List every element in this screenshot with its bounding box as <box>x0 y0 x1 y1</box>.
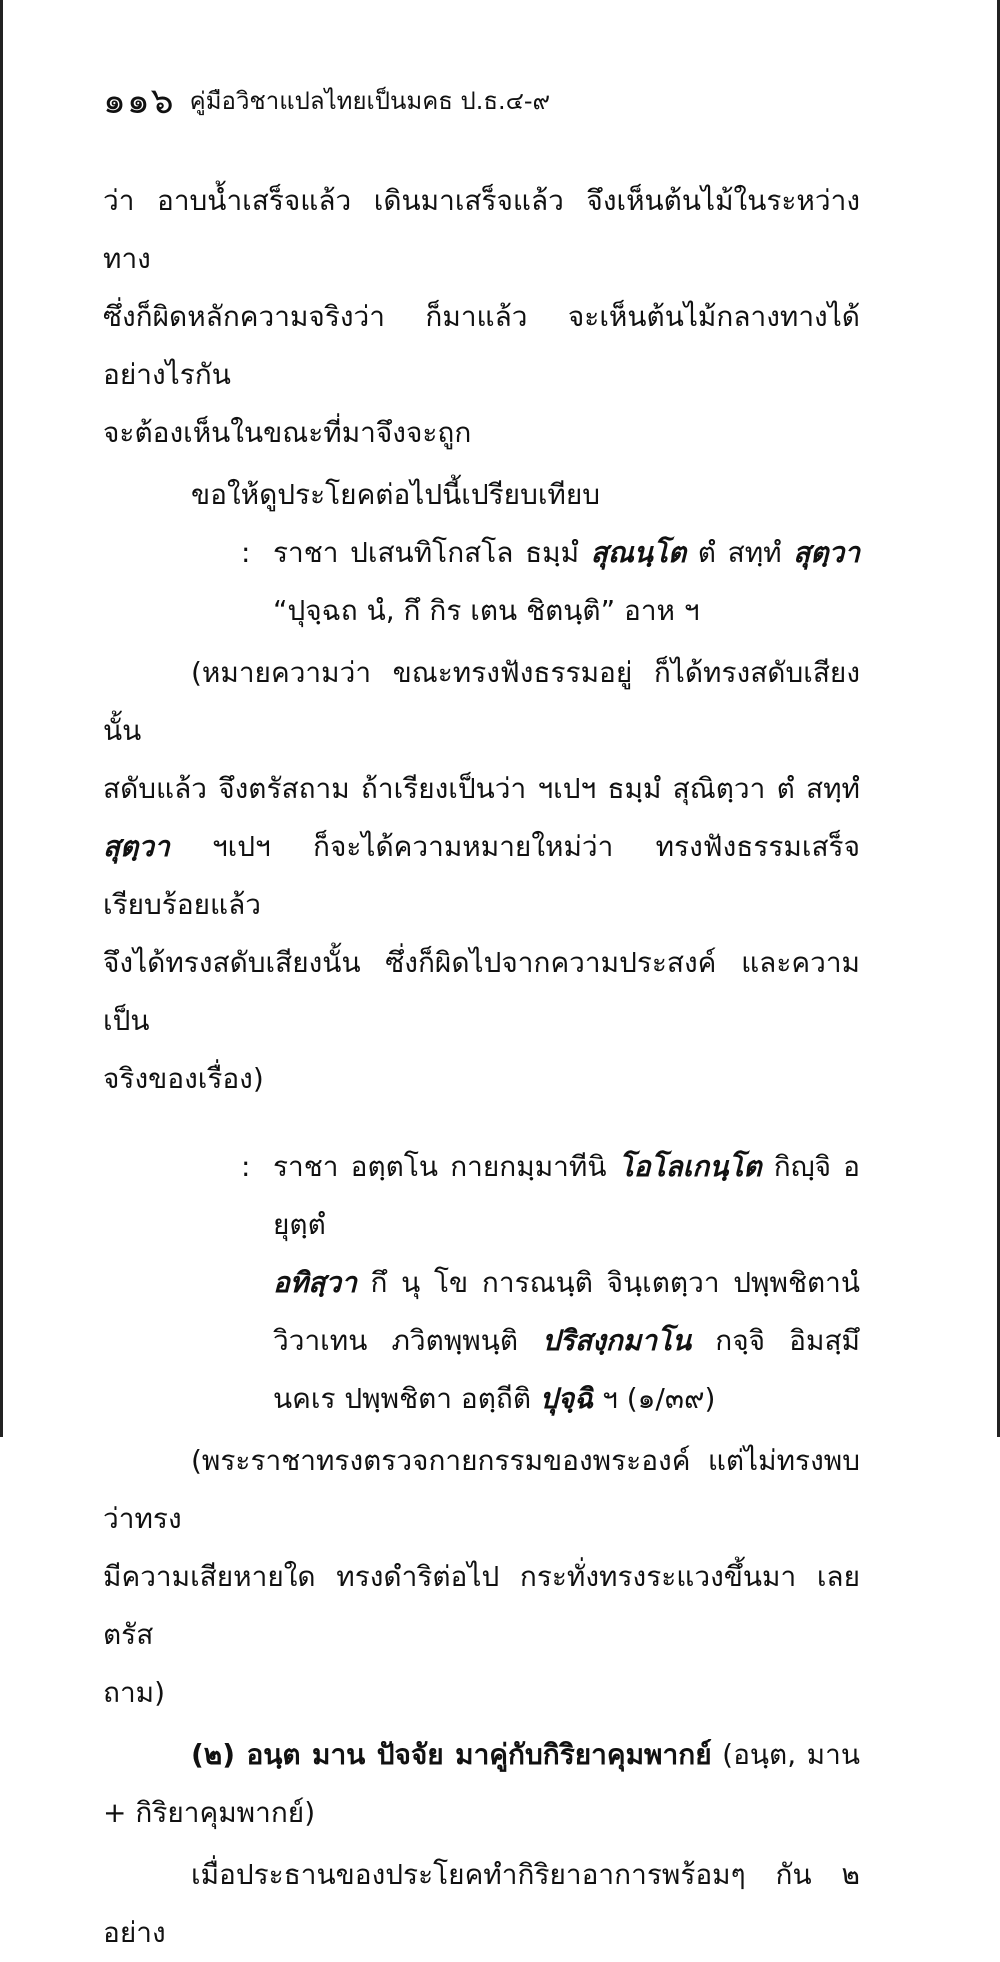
emphasis-word: สุตฺวา <box>103 830 170 863</box>
quote-text: ราชา ปเสนทิโกสโล ธมฺมํ <box>273 536 591 569</box>
text-line: จึงได้ทรงสดับเสียงนั้น ซึ่งก็ผิดไปจากความประสงค์ และความเป็น <box>103 946 860 1037</box>
quote-colon: : <box>241 1150 251 1183</box>
emphasis-word: ปริสงฺกมาโน <box>542 1324 692 1357</box>
text-line: (หมายความว่า ขณะทรงฟังธรรมอยู่ ก็ได้ทรงสดับเสียงนั้น <box>103 656 860 747</box>
text-line: มีความเสียหายใด ทรงดำริต่อไป กระทั่งทรงระแวงขึ้นมา เลยตรัส <box>103 1560 860 1651</box>
text-line: ว่า อาบน้ำเสร็จแล้ว เดินมาเสร็จแล้ว จึงเห็นต้นไม้ในระหว่างทาง <box>103 184 860 275</box>
page-border-left <box>0 0 3 1437</box>
text-line: ซึ่งก็ผิดหลักความจริงว่า ก็มาแล้ว จะเห็นต้นไม้กลางทางได้อย่างไรกัน <box>103 300 860 391</box>
quote-text: กจฺจิ อิมสฺมึ <box>691 1324 860 1357</box>
section-heading: (๒) อนฺต มาน ปัจจัย มาคู่กับกิริยาคุมพากย์ <box>191 1738 712 1771</box>
quote-line <box>273 1312 860 1370</box>
quote-text: ราชา อตฺตโน กายกมฺมาทีนิ <box>273 1150 619 1183</box>
emphasis-word: โอโลเกนฺโต <box>618 1150 762 1183</box>
paragraph-4 <box>103 1432 860 1722</box>
quote-line: “ปุจฺฉถ นํ, กึ กิร เตน ชิตนฺติ” อาห ฯ <box>273 594 700 627</box>
quote-text: นคเร ปพฺพชิตา อตฺถีติ <box>273 1382 540 1415</box>
quote-colon: : <box>241 536 251 569</box>
paragraph-6: เมื่อประธานของประโยคทำกิริยาอาการพร้อมๆ กัน ๒ อย่าง <box>103 1858 860 1949</box>
paragraph-1 <box>103 172 860 462</box>
text-fragment: ฯเปฯ ก็จะได้ความหมายใหม่ว่า ทรงฟังธรรมเสร็จเรียบร้อยแล้ว <box>103 830 860 921</box>
text-line: สดับแล้ว จึงตรัสถาม ถ้าเรียงเป็นว่า ฯเปฯ ธมฺมํ สุณิตฺวา ตํ สทฺทํ <box>103 772 860 805</box>
paragraph-5 <box>103 1726 860 1842</box>
page-header <box>103 72 550 129</box>
text-fragment: (อนฺต, มาน <box>711 1738 861 1771</box>
emphasis-word: สุณนฺโต <box>590 536 687 569</box>
quote-line <box>273 1370 860 1428</box>
text-line: (พระราชาทรงตรวจกายกรรมของพระองค์ แต่ไม่ทรงพบว่าทรง <box>103 1444 860 1535</box>
quote-text: ตํ สทฺทํ <box>686 536 794 569</box>
text-line <box>103 818 860 934</box>
text-line: + กิริยาคุมพากย์) <box>103 1796 316 1829</box>
text-line: ถาม) <box>103 1676 166 1709</box>
emphasis-word: ปุจฺฉิ <box>539 1382 594 1415</box>
quote-text: ฯ (๑/๓๙) <box>593 1382 716 1415</box>
quote-line <box>273 1138 860 1254</box>
page-body <box>103 172 860 1962</box>
quote-text: กิญฺจิ อยุตฺตํ <box>273 1150 860 1241</box>
emphasis-word: อทิสฺวา <box>273 1266 357 1299</box>
quote-line <box>273 524 860 582</box>
page-number: ๑๑๖ <box>103 81 175 122</box>
book-title: คู่มือวิชาแปลไทยเป็นมคธ ป.ธ.๔-๙ <box>189 87 551 115</box>
quote-text: วิวาเทน ภวิตพฺพนฺติ <box>273 1324 543 1357</box>
paragraph-3 <box>103 644 860 1108</box>
emphasis-word: สุตฺวา <box>793 536 860 569</box>
quote-text: กึ นุ โข การณนฺติ จินฺเตตฺวา ปพฺพชิตานํ <box>356 1266 860 1299</box>
section-heading-line <box>103 1726 860 1784</box>
text-line: จะต้องเห็นในขณะที่มาจึงจะถูก <box>103 416 472 449</box>
pali-quote-1 <box>103 524 860 640</box>
quote-line <box>273 1254 860 1312</box>
pali-quote-2 <box>103 1138 860 1428</box>
paragraph-2: ขอให้ดูประโยคต่อไปนี้เปรียบเทียบ <box>191 478 601 511</box>
text-line: จริงของเรื่อง) <box>103 1062 264 1095</box>
